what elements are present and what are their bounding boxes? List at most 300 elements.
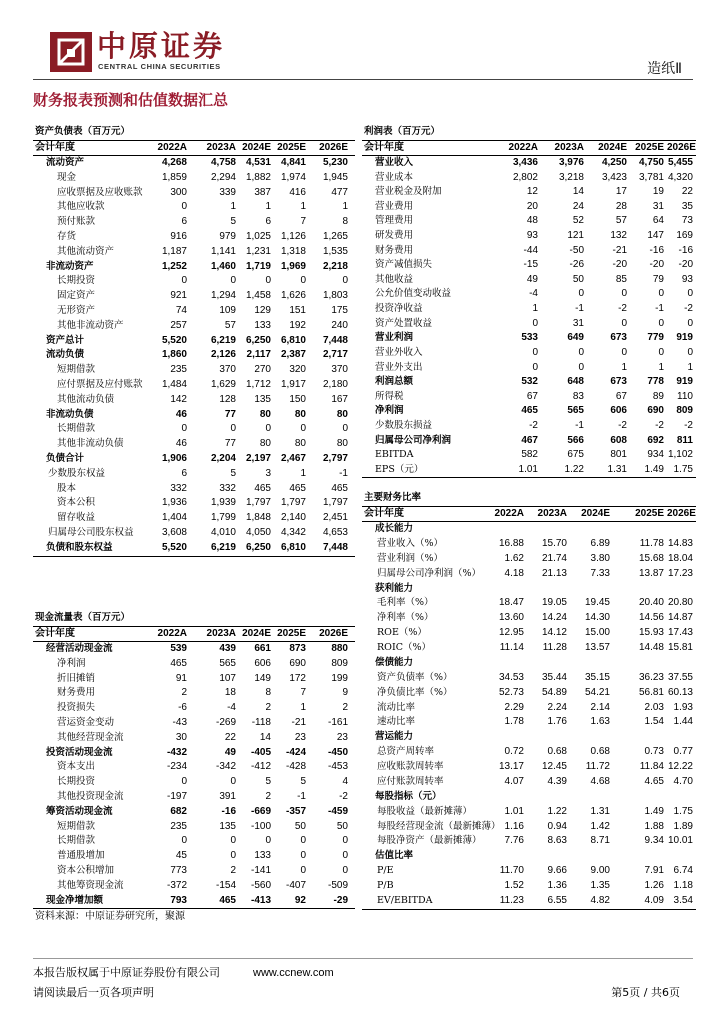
row-value: 30 xyxy=(175,731,187,743)
row-value xyxy=(570,730,613,745)
row-value: 21.13 xyxy=(541,567,567,579)
row-value: 14.24 xyxy=(541,612,567,624)
row-value: 1,917 xyxy=(280,378,306,390)
row-value: 7.91 xyxy=(644,865,664,877)
row-value: 0 xyxy=(342,850,348,862)
row-value: 4,653 xyxy=(322,526,348,538)
row-value: 919 xyxy=(676,376,693,388)
row-value: 6,250 xyxy=(245,334,271,346)
row-value: 175 xyxy=(331,304,348,316)
row-value: 14 xyxy=(572,186,584,198)
row-value: 46 xyxy=(175,438,187,450)
row-label: 每股经营现金流（最新摊薄） xyxy=(377,820,501,832)
table-row xyxy=(33,864,355,879)
row-value: 7 xyxy=(300,687,306,699)
row-value xyxy=(570,522,613,537)
table-row xyxy=(33,686,355,701)
row-value: 4,841 xyxy=(280,157,306,168)
row-label: 其他收益 xyxy=(375,273,414,285)
row-value: 4,531 xyxy=(245,157,271,168)
row-value: 7,448 xyxy=(322,334,348,346)
row-value: 37.55 xyxy=(667,671,693,683)
row-value: 110 xyxy=(677,390,693,402)
row-value: 477 xyxy=(331,186,348,198)
row-value: -44 xyxy=(523,244,538,256)
row-value: 31 xyxy=(572,317,584,329)
row-value: -424 xyxy=(285,746,306,758)
row-value: 80 xyxy=(336,438,348,450)
table-row xyxy=(362,834,696,849)
row-label: 投资损失 xyxy=(57,702,96,714)
table-row xyxy=(33,422,355,437)
row-label: 速动比率 xyxy=(377,716,416,728)
row-value: 1,458 xyxy=(245,290,271,302)
row-label: 长期借款 xyxy=(57,423,96,435)
row-label: 预付账款 xyxy=(57,216,96,228)
row-value: 4.39 xyxy=(547,775,567,787)
row-label: 营业收入（%） xyxy=(377,537,444,549)
row-value: 12.22 xyxy=(667,761,693,772)
row-value: 809 xyxy=(676,405,693,417)
row-value: 1.16 xyxy=(504,820,524,832)
row-value: 133 xyxy=(254,319,271,331)
row-value: -1 xyxy=(339,467,348,479)
row-value: 17.43 xyxy=(667,627,693,639)
table-header-row xyxy=(33,626,355,642)
section-row xyxy=(362,730,696,745)
footer-website-link[interactable]: www.ccnew.com xyxy=(253,967,334,979)
row-value: 77 xyxy=(224,438,236,450)
row-label: 营业利润 xyxy=(375,332,414,344)
row-value: -372 xyxy=(166,879,187,891)
row-value: 6.74 xyxy=(673,865,693,877)
row-label: 公允价值变动收益 xyxy=(375,288,452,300)
row-value: 0 xyxy=(342,864,348,876)
table-row xyxy=(33,348,355,363)
row-label: 存货 xyxy=(57,230,77,242)
table-row xyxy=(362,879,696,894)
row-value: 13.57 xyxy=(584,642,610,653)
row-value: 1 xyxy=(230,201,236,213)
row-value: 7.76 xyxy=(504,835,524,847)
row-value: 35 xyxy=(681,200,693,212)
row-value: 142 xyxy=(170,393,187,405)
row-value: 2.03 xyxy=(644,701,664,713)
table-row xyxy=(362,894,696,909)
balance-sheet-table xyxy=(33,124,355,557)
row-value: 9.66 xyxy=(547,865,567,877)
row-value: 1.78 xyxy=(504,716,524,728)
row-value: 28 xyxy=(615,200,627,212)
row-value: -357 xyxy=(285,805,306,817)
row-label: 资本支出 xyxy=(57,761,96,773)
row-label: 现金 xyxy=(57,171,77,183)
row-value: 5,520 xyxy=(161,334,187,346)
row-value: 11.28 xyxy=(542,642,567,653)
year-header: 2024E xyxy=(581,508,610,519)
row-value: 0.68 xyxy=(590,746,610,758)
table-row xyxy=(362,258,696,273)
row-value: 3,436 xyxy=(512,157,538,168)
table-row xyxy=(362,361,696,376)
row-value: 21.74 xyxy=(541,552,567,564)
row-value: -4 xyxy=(529,288,538,300)
table-row xyxy=(362,229,696,244)
header-divider xyxy=(33,79,693,80)
row-label: P/B xyxy=(377,880,394,891)
row-value xyxy=(490,582,527,597)
row-value: 0 xyxy=(342,835,348,847)
row-value: 467 xyxy=(521,434,538,446)
row-value: 873 xyxy=(289,643,306,654)
table-row xyxy=(362,390,696,405)
table-row xyxy=(33,746,355,761)
row-label: 营业外支出 xyxy=(375,361,423,373)
row-value: 52 xyxy=(572,215,584,227)
year-header: 2026E xyxy=(667,142,696,153)
year-header: 2026E xyxy=(667,508,696,519)
row-value: 880 xyxy=(331,643,348,654)
row-value: 0 xyxy=(658,317,664,329)
row-value: 1.62 xyxy=(504,552,524,564)
row-value: -560 xyxy=(250,879,271,891)
row-value: 675 xyxy=(567,449,584,461)
row-value: 2 xyxy=(342,702,348,714)
row-value: 0 xyxy=(230,835,236,847)
year-header: 2022A xyxy=(157,628,187,639)
row-value: 5 xyxy=(300,776,306,788)
table-row xyxy=(362,419,696,434)
table-body xyxy=(33,156,355,557)
row-value: 60.13 xyxy=(667,686,693,698)
table-row xyxy=(362,745,696,760)
row-value: -269 xyxy=(215,716,236,728)
row-value: 7 xyxy=(300,216,306,228)
row-value xyxy=(613,790,667,805)
row-value: 2,218 xyxy=(322,260,348,272)
row-label: 每股收益（最新摊薄） xyxy=(377,805,473,817)
row-value: 1,484 xyxy=(161,378,187,390)
table-body xyxy=(33,642,355,909)
row-value: 565 xyxy=(567,405,584,417)
row-label: 利润总额 xyxy=(375,376,414,388)
row-label: 资产总计 xyxy=(46,334,85,346)
row-value: 0 xyxy=(230,423,236,435)
row-value: 2,197 xyxy=(245,452,271,464)
row-value xyxy=(667,656,696,671)
row-value: 54.21 xyxy=(584,686,610,698)
row-value: 5,230 xyxy=(322,157,348,168)
row-value: -428 xyxy=(285,761,306,773)
row-value: 50 xyxy=(336,820,348,832)
section-row xyxy=(362,849,696,864)
row-value: 9.00 xyxy=(590,865,610,877)
row-value xyxy=(570,849,613,864)
row-label: 折旧摊销 xyxy=(57,672,96,684)
row-value xyxy=(570,582,613,597)
page-number: 第5页 / 共6页 xyxy=(611,986,680,999)
table-body xyxy=(362,156,696,478)
row-value: 6.89 xyxy=(590,537,610,549)
row-value: 1,535 xyxy=(322,245,348,257)
year-header: 2026E xyxy=(319,142,348,153)
row-value: 73 xyxy=(681,215,693,227)
row-value: 661 xyxy=(254,643,271,654)
row-value: -459 xyxy=(327,805,348,817)
row-value: 648 xyxy=(567,376,584,388)
row-value: 1,025 xyxy=(245,230,271,242)
table-title: 利润表（百万元） xyxy=(364,126,441,137)
table-row xyxy=(33,482,355,497)
row-value: 31 xyxy=(652,200,664,212)
row-value: 107 xyxy=(219,672,236,684)
table-row xyxy=(33,319,355,334)
row-value: 0.94 xyxy=(547,820,567,832)
row-value: 11.14 xyxy=(499,642,524,653)
row-label: P/E xyxy=(377,865,394,877)
table-row xyxy=(362,375,696,390)
row-value: 133 xyxy=(254,850,271,862)
row-label: 净利润 xyxy=(57,657,86,669)
row-value: 11.72 xyxy=(585,761,610,772)
row-value xyxy=(490,849,527,864)
row-value: 54.89 xyxy=(541,686,567,698)
row-value: 1.89 xyxy=(673,820,693,832)
row-value: 0 xyxy=(265,423,271,435)
row-value: 13.17 xyxy=(498,761,524,772)
row-value: 690 xyxy=(289,657,306,669)
row-value: 1.75 xyxy=(673,463,693,475)
year-header: 2024E xyxy=(598,142,627,153)
row-value: 18.47 xyxy=(498,597,524,609)
row-label: 固定资产 xyxy=(57,290,96,302)
row-value: 17 xyxy=(615,186,627,198)
row-value: 50 xyxy=(572,273,584,285)
row-value: 5 xyxy=(265,776,271,788)
row-value: 5 xyxy=(230,467,236,479)
row-value: 50 xyxy=(294,820,306,832)
row-value: 934 xyxy=(647,449,664,461)
row-value: 1.93 xyxy=(673,701,693,713)
row-value: 1.01 xyxy=(504,805,524,817)
row-value: 67 xyxy=(615,390,627,402)
row-label: 其他应收款 xyxy=(57,201,105,213)
header-label: 会计年度 xyxy=(364,508,404,519)
row-value: 919 xyxy=(676,332,693,344)
row-value: -412 xyxy=(250,761,271,773)
table-row xyxy=(33,731,355,746)
row-value: 4 xyxy=(342,776,348,788)
row-value: 1,848 xyxy=(245,512,271,524)
row-value: 1,629 xyxy=(210,378,236,390)
row-value: 2,451 xyxy=(322,512,348,524)
table-row xyxy=(33,894,355,909)
row-label: 其他非流动负债 xyxy=(57,438,124,450)
row-value: 14.87 xyxy=(667,612,693,624)
row-value: 80 xyxy=(294,438,306,450)
table-row xyxy=(362,537,696,552)
row-label: 非流动资产 xyxy=(46,260,94,272)
row-value xyxy=(527,849,570,864)
row-value: 6,810 xyxy=(280,541,306,553)
row-label: 少数股东权益 xyxy=(48,467,106,479)
row-value: 35.15 xyxy=(584,671,610,683)
row-value: 5,520 xyxy=(161,541,187,553)
table-row xyxy=(33,200,355,215)
year-header: 2022A xyxy=(157,142,187,153)
table-row xyxy=(362,302,696,317)
row-value: 18 xyxy=(224,687,236,699)
row-value: 532 xyxy=(521,376,538,388)
row-label: 资产处置收益 xyxy=(375,317,433,329)
row-value: 8 xyxy=(265,687,271,699)
row-value: -2 xyxy=(529,419,538,431)
row-label: 营业利润（%） xyxy=(377,552,444,564)
row-value: 235 xyxy=(170,820,187,832)
row-value: 1.26 xyxy=(644,880,664,891)
table-row xyxy=(362,805,696,820)
table-title: 主要财务比率 xyxy=(364,492,422,503)
table-row xyxy=(362,775,696,790)
row-value: -509 xyxy=(327,879,348,891)
footer-divider xyxy=(33,958,693,959)
row-label: 其他非流动资产 xyxy=(57,319,124,331)
row-value: 83 xyxy=(572,390,584,402)
row-value: 93 xyxy=(681,273,693,285)
year-header: 2022A xyxy=(494,508,524,519)
row-value xyxy=(527,656,570,671)
header-label: 会计年度 xyxy=(35,142,75,153)
table-row xyxy=(362,185,696,200)
row-label: 营业税金及附加 xyxy=(375,186,442,198)
row-value: 649 xyxy=(567,332,584,344)
row-value: 4,268 xyxy=(161,157,187,168)
year-header: 2023A xyxy=(206,142,236,153)
row-value: 1,231 xyxy=(245,245,271,257)
row-value: 132 xyxy=(610,230,627,242)
row-value xyxy=(527,582,570,597)
table-row xyxy=(362,346,696,361)
row-value: 1,294 xyxy=(210,290,236,302)
row-value: 1,265 xyxy=(322,230,348,242)
row-value: 147 xyxy=(647,230,664,242)
row-value: -450 xyxy=(327,746,348,758)
row-value: 4,750 xyxy=(638,157,664,168)
row-label: 其他流动资产 xyxy=(57,245,115,257)
row-value: -29 xyxy=(333,894,348,906)
row-value: 36.23 xyxy=(638,671,664,683)
row-label: 营业外收入 xyxy=(375,346,423,358)
row-value: 2,140 xyxy=(280,512,306,524)
row-value: 8.71 xyxy=(590,835,610,847)
row-label: 股本 xyxy=(57,482,77,494)
row-value: 12.95 xyxy=(498,627,524,639)
row-label: 营业收入 xyxy=(375,157,414,168)
row-value: 0 xyxy=(230,850,236,862)
row-label: 每股指标（元） xyxy=(375,790,442,802)
row-value xyxy=(613,522,667,537)
row-value: 1,945 xyxy=(322,171,348,183)
row-value: 1,252 xyxy=(161,260,187,272)
table-row xyxy=(33,672,355,687)
row-value: 0 xyxy=(342,423,348,435)
row-value: 6.55 xyxy=(547,894,567,906)
row-value xyxy=(570,656,613,671)
row-value: 1,404 xyxy=(161,512,187,524)
row-value: 1,460 xyxy=(210,260,236,272)
row-label: 毛利率（%） xyxy=(377,597,434,609)
table-row xyxy=(33,408,355,423)
row-value: 1 xyxy=(658,361,664,373)
row-value: 2,387 xyxy=(280,349,306,361)
row-value: 17.23 xyxy=(667,567,693,579)
row-value: 192 xyxy=(289,319,306,331)
row-value: 2.14 xyxy=(590,701,610,713)
row-value: -20 xyxy=(612,259,627,271)
row-value: 0 xyxy=(300,864,306,876)
row-label: 偿债能力 xyxy=(375,656,414,668)
row-label: 无形资产 xyxy=(57,304,96,316)
row-value: 0 xyxy=(300,275,306,287)
table-row xyxy=(33,363,355,378)
table-row xyxy=(362,317,696,332)
row-value: 45 xyxy=(175,850,187,862)
row-value: 1.31 xyxy=(607,463,627,475)
table-row xyxy=(362,273,696,288)
row-value: 916 xyxy=(170,230,187,242)
row-value: 0 xyxy=(181,776,187,788)
row-value: 56.81 xyxy=(638,686,664,698)
row-value: 1.63 xyxy=(590,716,610,728)
row-value: 240 xyxy=(331,319,348,331)
row-value: 2 xyxy=(230,864,236,876)
row-value: 13.60 xyxy=(498,612,524,624)
row-value: 77 xyxy=(224,408,236,420)
row-value: 1.75 xyxy=(673,805,693,817)
row-value: 533 xyxy=(521,332,538,344)
section-row xyxy=(362,522,696,537)
row-label: 财务费用 xyxy=(57,687,96,699)
row-value: 2,180 xyxy=(322,378,348,390)
table-row xyxy=(33,334,355,349)
row-value: 14 xyxy=(259,731,271,743)
table-row xyxy=(362,214,696,229)
row-value: 690 xyxy=(647,405,664,417)
row-label: 非流动负债 xyxy=(46,408,94,420)
row-value: -669 xyxy=(250,805,271,817)
row-value: -16 xyxy=(649,244,664,256)
row-label: 成长能力 xyxy=(375,523,414,534)
row-label: EPS（元） xyxy=(375,463,424,475)
row-label: 资产负债率（%） xyxy=(377,671,453,683)
row-value: 1,882 xyxy=(245,171,271,183)
row-label: 资产减值损失 xyxy=(375,259,433,271)
row-value: -20 xyxy=(678,259,693,271)
row-value: 4,010 xyxy=(210,526,236,538)
year-header: 2025E xyxy=(635,142,664,153)
row-value: 19 xyxy=(652,186,664,198)
row-value: 608 xyxy=(610,434,627,446)
row-value: 0 xyxy=(300,835,306,847)
table-row xyxy=(33,496,355,511)
table-row xyxy=(362,864,696,879)
row-value: -154 xyxy=(215,879,236,891)
row-value: 2,717 xyxy=(322,349,348,361)
row-value: 1,797 xyxy=(245,497,271,509)
row-value: 24 xyxy=(572,200,584,212)
row-value: 20 xyxy=(526,200,538,212)
row-label: 流动资产 xyxy=(46,157,85,168)
